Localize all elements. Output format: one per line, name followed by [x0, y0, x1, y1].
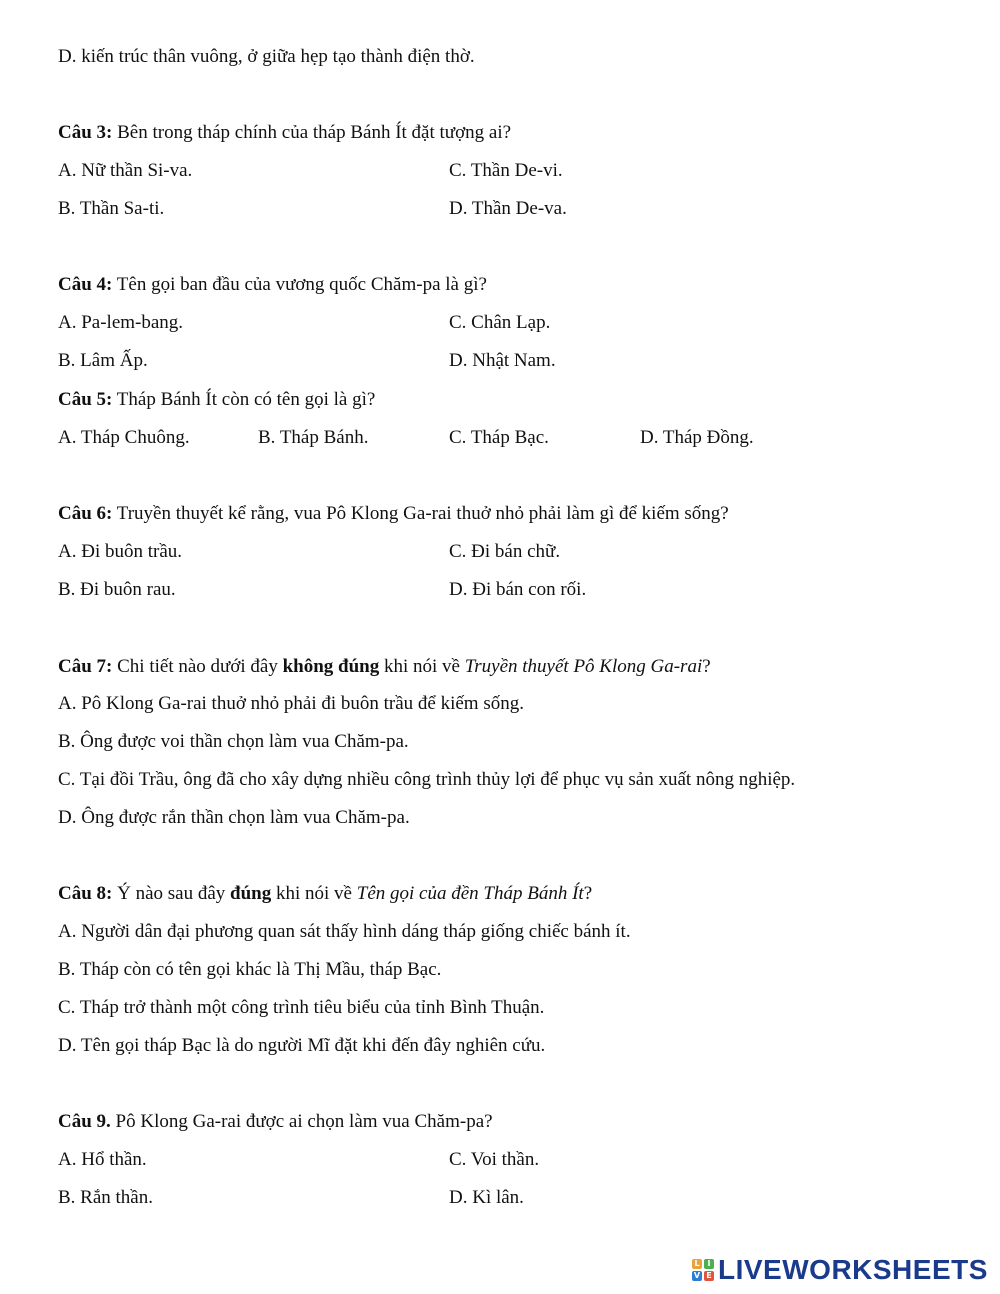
liveworksheets-logo-text: LIVEWORKSHEETS — [718, 1254, 988, 1285]
question-5-label: Câu 5: — [58, 389, 113, 410]
question-7-text: Chi tiết nào dưới đây — [112, 656, 283, 677]
question-3-label: Câu 3: — [58, 122, 113, 143]
q2-option-d: D. kiến trúc thân vuông, ở giữa hẹp tạo thành điện thờ. — [58, 46, 475, 67]
liveworksheets-logo[interactable] — [692, 1253, 988, 1287]
q4-option-c[interactable]: C. Chân Lạp. — [449, 312, 551, 333]
logo-tile-i: I — [704, 1259, 714, 1269]
question-8-text-2: khi nói về — [271, 883, 357, 904]
q9-option-a[interactable]: A. Hổ thần. — [58, 1149, 147, 1170]
logo-tile-l: L — [692, 1259, 702, 1269]
question-8-label: Câu 8: — [58, 883, 113, 904]
question-3-text: Bên trong tháp chính của tháp Bánh Ít đặt tượng ai? — [112, 122, 512, 143]
q3-option-c[interactable]: C. Thần De-vi. — [449, 160, 563, 181]
q6-option-b[interactable]: B. Đi buôn rau. — [58, 579, 176, 600]
liveworksheets-logo-icon — [692, 1259, 714, 1281]
logo-tile-e: E — [704, 1271, 714, 1281]
q6-option-c[interactable]: C. Đi bán chữ. — [449, 541, 561, 562]
q8-option-d[interactable]: D. Tên gọi tháp Bạc là do người Mĩ đặt khi đến đây nghiên cứu. — [58, 1035, 546, 1056]
question-4-text: Tên gọi ban đầu của vương quốc Chăm-pa là gì? — [112, 274, 487, 295]
question-7-emphasis: không đúng — [282, 656, 380, 677]
q8-option-a[interactable]: A. Người dân đại phương quan sát thấy hình dáng tháp giống chiếc bánh ít. — [58, 921, 631, 942]
logo-tile-v: V — [693, 1271, 701, 1280]
q4-option-b[interactable]: B. Lâm Ấp. — [58, 350, 148, 371]
q5-option-b[interactable]: B. Tháp Bánh. — [258, 427, 369, 448]
question-7 — [58, 655, 711, 679]
q9-option-d[interactable]: D. Kì lân. — [449, 1187, 524, 1208]
question-5 — [58, 388, 375, 412]
question-3 — [58, 121, 511, 145]
question-8-mark: ? — [583, 883, 593, 904]
q8-option-b[interactable]: B. Tháp còn có tên gọi khác là Thị Mầu, tháp Bạc. — [58, 959, 442, 980]
question-9 — [58, 1110, 493, 1134]
question-8-text: Ý nào sau đây — [112, 883, 231, 904]
q7-option-c[interactable]: C. Tại đồi Trầu, ông đã cho xây dựng nhiều công trình thủy lợi để phục vụ sản xuất nông nghiệp. — [58, 769, 796, 790]
q7-option-a[interactable]: A. Pô Klong Ga-rai thuở nhỏ phải đi buôn trầu để kiếm sống. — [58, 693, 524, 714]
question-7-text-2: khi nói về — [379, 656, 465, 677]
q3-option-d[interactable]: D. Thần De-va. — [449, 198, 567, 219]
q4-option-a[interactable]: A. Pa-lem-bang. — [58, 312, 184, 333]
question-4-label: Câu 4: — [58, 274, 113, 295]
q6-option-a[interactable]: A. Đi buôn trầu. — [58, 541, 183, 562]
q7-option-d[interactable]: D. Ông được rắn thần chọn làm vua Chăm-pa. — [58, 807, 410, 828]
question-9-label: Câu 9. — [58, 1111, 111, 1132]
q3-option-b[interactable]: B. Thần Sa-ti. — [58, 198, 165, 219]
q7-option-b[interactable]: B. Ông được voi thần chọn làm vua Chăm-pa. — [58, 731, 409, 752]
question-9-text: Pô Klong Ga-rai được ai chọn làm vua Chăm-pa? — [110, 1111, 493, 1132]
q4-option-d[interactable]: D. Nhật Nam. — [449, 350, 556, 371]
q9-option-c[interactable]: C. Voi thần. — [449, 1149, 540, 1170]
q5-option-c[interactable]: C. Tháp Bạc. — [449, 427, 549, 448]
question-8 — [58, 882, 592, 906]
question-8-emphasis: đúng — [230, 883, 272, 904]
question-8-title: Tên gọi của đền Tháp Bánh Ít — [356, 883, 584, 904]
q5-option-a[interactable]: A. Tháp Chuông. — [58, 427, 190, 448]
question-4 — [58, 273, 487, 297]
q3-option-a[interactable]: A. Nữ thần Si-va. — [58, 160, 193, 181]
question-6-text: Truyền thuyết kể rằng, vua Pô Klong Ga-rai thuở nhỏ phải làm gì để kiếm sống? — [112, 503, 729, 524]
q9-option-b[interactable]: B. Rắn thần. — [58, 1187, 153, 1208]
question-7-mark: ? — [702, 656, 711, 677]
q8-option-c[interactable]: C. Tháp trở thành một công trình tiêu biểu của tỉnh Bình Thuận. — [58, 997, 545, 1018]
question-7-label: Câu 7: — [58, 656, 113, 677]
question-5-text: Tháp Bánh Ít còn có tên gọi là gì? — [112, 389, 376, 410]
question-6-label: Câu 6: — [58, 503, 113, 524]
q5-option-d[interactable]: D. Tháp Đồng. — [640, 427, 754, 448]
question-6 — [58, 502, 729, 526]
q6-option-d[interactable]: D. Đi bán con rối. — [449, 579, 587, 600]
question-7-title: Truyền thuyết Pô Klong Ga-rai — [464, 656, 703, 677]
